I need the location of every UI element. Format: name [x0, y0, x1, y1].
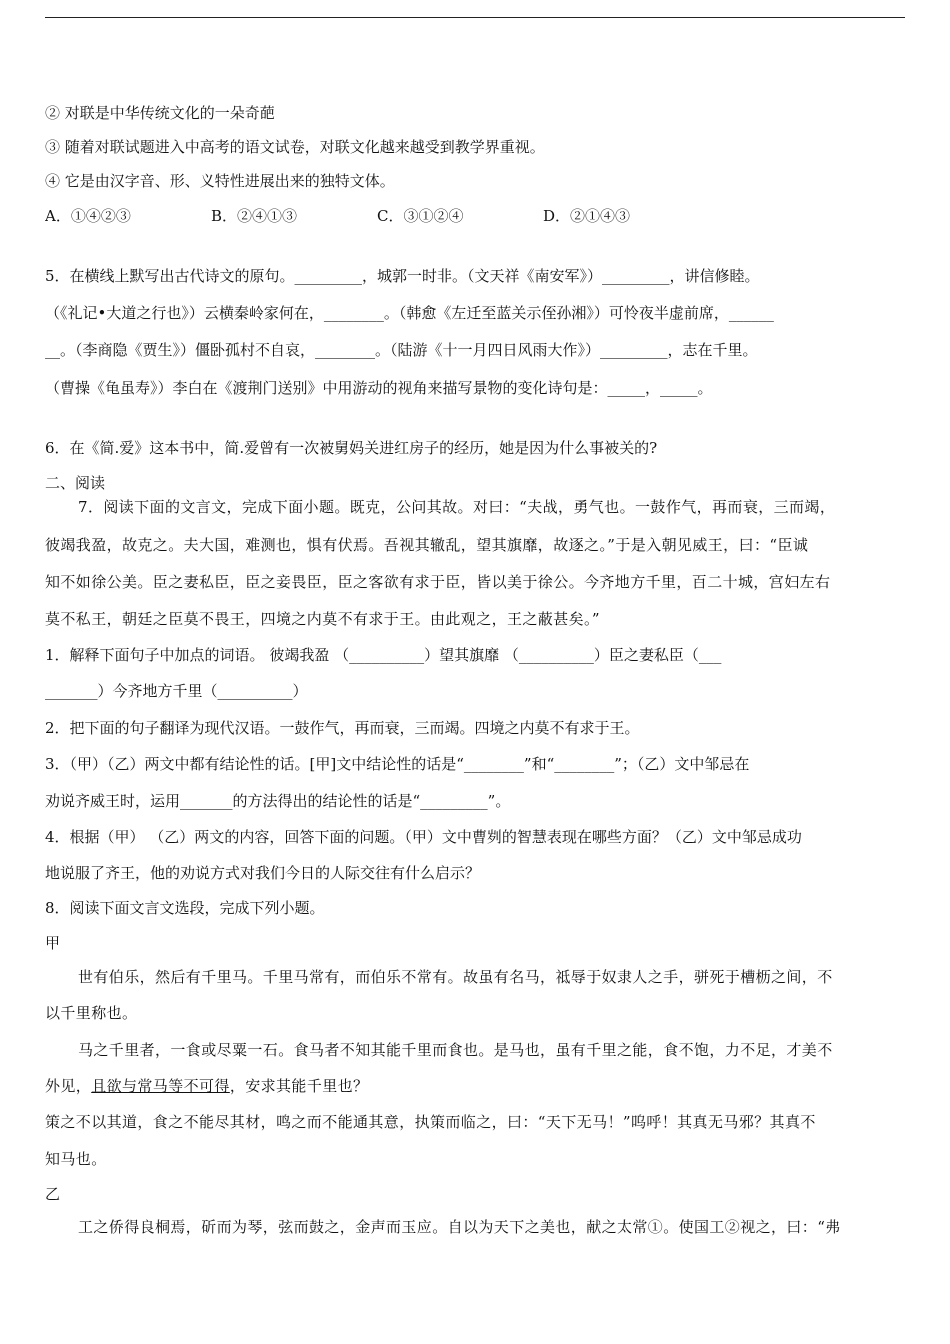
question-5-line-1: 5．在横线上默写出古代诗文的原句。_________，城郭一时非。（文天祥《南安军》）_________，讲信修睦。	[45, 267, 760, 285]
choice-a: A．①④②③	[45, 207, 131, 225]
passage-jia-p2-line-2	[45, 1075, 905, 1097]
option-line-4: ④ 它是由汉字音、形、义特性进展出来的独特文体。	[45, 172, 395, 190]
question-5-line-2: （《礼记•大道之行也》）云横秦岭家何在，________。（韩愈《左迁至蓝关示侄孙湘》）可怜夜半虚前席，______	[45, 304, 774, 322]
p2-text-after: ，安求其能千里也？	[229, 1077, 369, 1095]
option-line-3: ③ 随着对联试题进入中高考的语文试卷，对联文化越来越受到教学界重视。	[45, 138, 545, 156]
question-8: 8．阅读下面文言文选段，完成下列小题。	[45, 899, 325, 917]
question-7-line-3: 知不如徐公美。臣之妻私臣，臣之妾畏臣，臣之客欲有求于臣，皆以美于徐公。今齐地方千里，百二十城，宫妇左右	[45, 573, 831, 591]
question-6: 6．在《简.爱》这本书中，简.爱曾有一次被舅妈关进红房子的经历，她是因为什么事被关的?	[45, 439, 658, 457]
subquestion-2: 2．把下面的句子翻译为现代汉语。一鼓作气，再而衰，三而竭。四境之内莫不有求于王。	[45, 719, 640, 737]
subquestion-4-line-1: 4．根据（甲） （乙）两文的内容，回答下面的问题。（甲）文中曹刿的智慧表现在哪些方面？（乙）文中邹忌成功	[45, 828, 802, 846]
choice-b: B．②④①③	[211, 207, 298, 225]
passage-yi-label: 乙	[45, 1185, 61, 1203]
question-7-line-2: 彼竭我盈，故克之。夫大国，难测也，惧有伏焉。吾视其辙乱，望其旗靡，故逐之。”于是入朝见威王，曰：“臣诚	[45, 536, 809, 554]
question-5-line-3: __。（李商隐《贾生》）僵卧孤村不自哀，________。（陆游《十一月四日风雨大作》）_________，志在千里。	[45, 341, 758, 359]
header-rule	[45, 17, 905, 18]
question-5-line-4: （曹操《龟虽寿》）李白在《渡荆门送别》中用游动的视角来描写景物的变化诗句是：_____，_____。	[45, 379, 713, 397]
passage-jia-p2-line-1: 马之千里者，一食或尽粟一石。食马者不知其能千里而食也。是马也，虽有千里之能，食不饱，力不足，才美不	[78, 1041, 833, 1059]
passage-jia-p3-line-1: 策之不以其道，食之不能尽其材，鸣之而不能通其意，执策而临之，曰：“天下无马！”呜呼！其真无马邪？其真不	[45, 1113, 816, 1131]
subquestion-3-line-2: 劝说齐威王时，运用_______的方法得出的结论性的话是“_________”。	[45, 792, 511, 810]
option-line-2: ② 对联是中华传统文化的一朵奇葩	[45, 104, 275, 122]
subquestion-3-line-1: 3．（甲）（乙）两文中都有结论性的话。[甲]文中结论性的话是“________”和“________”；（乙）文中邹忌在	[45, 755, 750, 773]
passage-jia-p3-line-2: 知马也。	[45, 1150, 107, 1168]
passage-jia-p1-line-1: 世有伯乐，然后有千里马。千里马常有，而伯乐不常有。故虽有名马，祗辱于奴隶人之手，骈死于槽枥之间，不	[78, 968, 833, 986]
p2-underlined-sentence: 且欲与常马等不可得	[91, 1077, 230, 1095]
section-reading-heading: 二、阅读	[45, 474, 106, 492]
question-7-line-4: 莫不私王，朝廷之臣莫不畏王，四境之内莫不有求于王。由此观之，王之蔽甚矣。”	[45, 610, 600, 628]
question-7-line-1: 7．阅读下面的文言文，完成下面小题。既克，公问其故。对曰：“夫战，勇气也。一鼓作气，再而衰，三而竭，	[78, 498, 836, 516]
passage-jia-p1-line-2: 以千里称也。	[45, 1004, 138, 1022]
passage-yi-p1-line-1: 工之侨得良桐焉，斫而为琴，弦而鼓之，金声而玉应。自以为天下之美也，献之太常①。使国工②视之，曰：“弗	[78, 1218, 841, 1236]
subquestion-1-line-1: 1．解释下面句子中加点的词语。 彼竭我盈 （__________）望其旗靡 （__________）臣之妻私臣（___	[45, 646, 722, 664]
passage-jia-label: 甲	[45, 934, 61, 952]
subquestion-1-line-2: _______）今齐地方千里（__________）	[45, 682, 308, 700]
choice-c: C．③①②④	[377, 207, 464, 225]
answer-options	[45, 205, 905, 227]
choice-d: D．②①④③	[543, 207, 631, 225]
subquestion-4-line-2: 地说服了齐王，他的劝说方式对我们今日的人际交往有什么启示？	[45, 864, 481, 882]
p2-text-before: 外见，	[45, 1077, 92, 1095]
